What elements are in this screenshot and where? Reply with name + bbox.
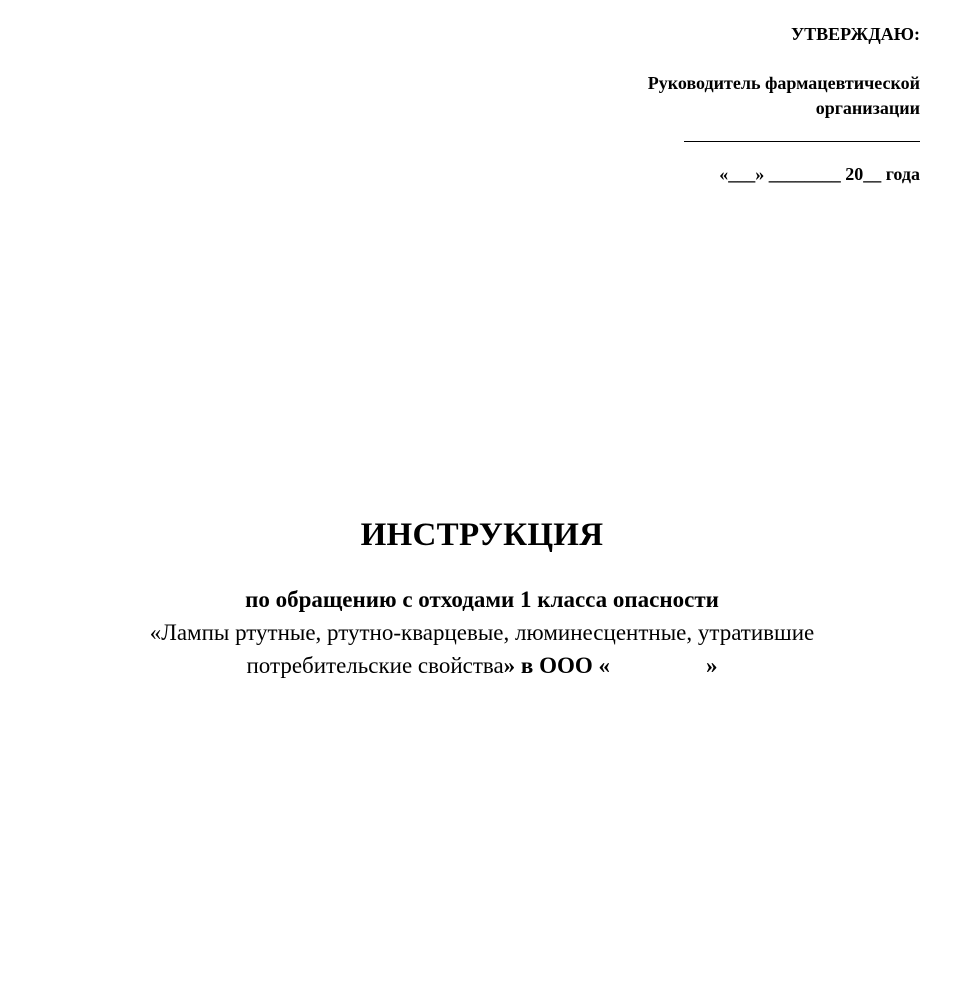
subtitle-line-1: по обращению с отходами 1 класса опасности [245, 587, 719, 612]
document-title: ИНСТРУКЦИЯ [360, 517, 604, 553]
position-line-2: организации [815, 98, 920, 118]
approval-block [560, 22, 920, 187]
subtitle-line-3-regular: потребительские свойства [246, 653, 504, 678]
document-title-block [0, 513, 964, 682]
subtitle-line-3 [0, 649, 964, 682]
position-line-1: Руководитель фармацевтической [647, 73, 920, 93]
approve-label: УТВЕРЖДАЮ: [790, 24, 920, 44]
subtitle-line-2: «Лампы ртутные, ртутно-кварцевые, люминесцентные, утратившие [149, 620, 815, 645]
date-line: «___» ________ 20__ года [719, 164, 920, 184]
signature-line [684, 125, 920, 142]
subtitle-line-3-end: » [706, 653, 718, 678]
subtitle-line-3-bold: » в ООО « [503, 653, 611, 678]
document-subtitle [0, 583, 964, 682]
